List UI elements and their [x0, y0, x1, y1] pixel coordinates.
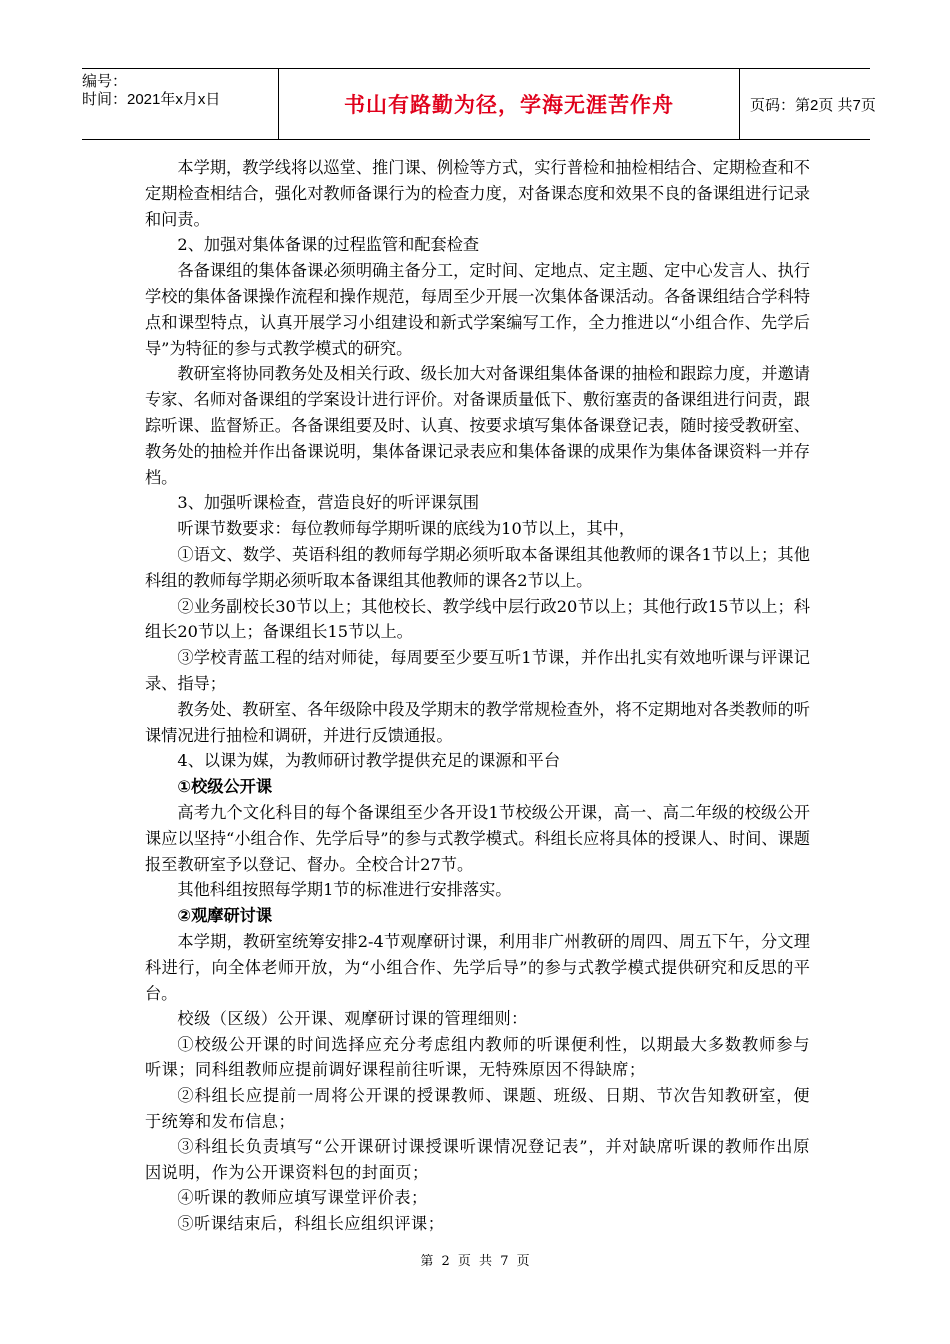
subheading-school-open-class: ①校级公开课 — [177, 777, 273, 797]
section-heading-4: 4、以课为媒，为教师研讨教学提供充足的课源和平台 — [177, 751, 561, 771]
paragraph-rules-title: 校级（区级）公开课、观摩研讨课的管理细则： — [177, 1009, 528, 1029]
paragraph-random-check: 教务处、教研室、各年级除中段及学期末的教学常规检查外，将不定期地对各类教师的听课情况进行抽检和调研，并进行反馈通报。 — [145, 699, 810, 745]
list-item-2: ②业务副校长30节以上；其他校长、教学线中层行政20节以上；其他行政15节以上；科组长20节以上；备课组长15节以上。 — [145, 596, 810, 642]
section-heading-2: 2、加强对集体备课的过程监管和配套检查 — [177, 235, 480, 255]
paragraph-inspection-intro: 本学期，教学线将以巡堂、推门课、例检等方式，实行普检和抽检相结合、定期检查和不定期检查相结合，强化对教师备课行为的检查力度，对备课态度和效果不良的备课组进行记录和问责。 — [145, 158, 810, 229]
rule-item-4: ④听课的教师应填写课堂评价表； — [177, 1188, 428, 1208]
rule-item-5: ⑤听课结束后，科组长应组织评课； — [177, 1214, 445, 1234]
paragraph-research-office: 教研室将协同教务处及相关行政、级长加大对备课组集体备课的抽检和跟踪力度，并邀请专家、名师对备课组的学案设计进行评价。对备课质量低下、敷衍塞责的备课组进行问责，跟踪听课、监督矫正。各备课组要及时、认真、按要求填写集体备课登记表，随时接受教研室、教务处的抽检并作出备课说明，集体备课记录表应和集体备课的成果作为集体备课资料一并存档。 — [145, 364, 810, 487]
paragraph-open-class: 高考九个文化科目的每个备课组至少各开设1节校级公开课，高一、高二年级的校级公开课应以坚持“小组合作、先学后导”的参与式教学模式。科组长应将具体的授课人、时间、课题报至教研室予以登记、督办。全校合计27节。 — [145, 802, 810, 874]
section-heading-3: 3、加强听课检查，营造良好的听评课氛围 — [177, 493, 480, 513]
list-item-1: ①语文、数学、英语科组的教师每学期必须听取本备课组其他教师的课各1节以上；其他科组的教师每学期必须听取本备课组其他教师的课各2节以上。 — [145, 544, 810, 590]
rule-item-3: ③科组长负责填写“公开课研讨课授课听课情况登记表”，并对缺席听课的教师作出原因说明，作为公开课资料包的封面页； — [145, 1137, 810, 1182]
paragraph-group-prep: 各备课组的集体备课必须明确主备分工，定时间、定地点、定主题、定中心发言人、执行学校的集体备课操作流程和操作规范，每周至少开展一次集体备课活动。各备课组结合学科特点和课型特点，认真开展学习小组建设和新式学案编写工作，全力推进以“小组合作、先学后导”为特征的参与式教学模式的研究。 — [145, 261, 810, 358]
rule-item-2: ②科组长应提前一周将公开课的授课教师、课题、班级、日期、节次告知教研室，便于统筹和发布信息； — [145, 1086, 810, 1131]
header-motto-cell — [278, 69, 740, 139]
list-item-3: ③学校青蓝工程的结对师徒，每周要至少要互听1节课，并作出扎实有效地听课与评课记录、指导； — [145, 648, 810, 693]
page-footer: 第 2 页 共 7 页 — [420, 1254, 530, 1269]
document-date-label: 时间：2021年x月x日 — [82, 91, 221, 108]
rule-item-1: ①校级公开课的时间选择应充分考虑组内教师的听课便利性，以期最大多数教师参与听课；同科组教师应提前调好课程前往听课，无特殊原因不得缺席； — [145, 1034, 810, 1080]
header-page-number: 页码：第2页 共7页 — [750, 96, 876, 114]
paragraph-observation: 本学期，教研室统筹安排2-4节观摩研讨课，利用非广州教研的周四、周五下午，分文理科进行，向全体老师开放，为“小组合作、先学后导”的参与式教学模式提供研究和反思的平台。 — [145, 931, 810, 1003]
document-number-label: 编号： — [82, 73, 128, 90]
page-header — [82, 68, 876, 140]
subheading-observation-class: ②观摩研讨课 — [177, 906, 273, 926]
header-meta — [82, 69, 278, 139]
paragraph-other-groups: 其他科组按照每学期1节的标准进行安排落实。 — [177, 880, 512, 900]
document-body — [145, 155, 810, 1237]
header-motto: 书山有路勤为径，学海无涯苦作舟 — [344, 93, 674, 117]
paragraph-lesson-requirement: 听课节数要求：每位教师每学期听课的底线为10节以上，其中， — [177, 519, 636, 539]
